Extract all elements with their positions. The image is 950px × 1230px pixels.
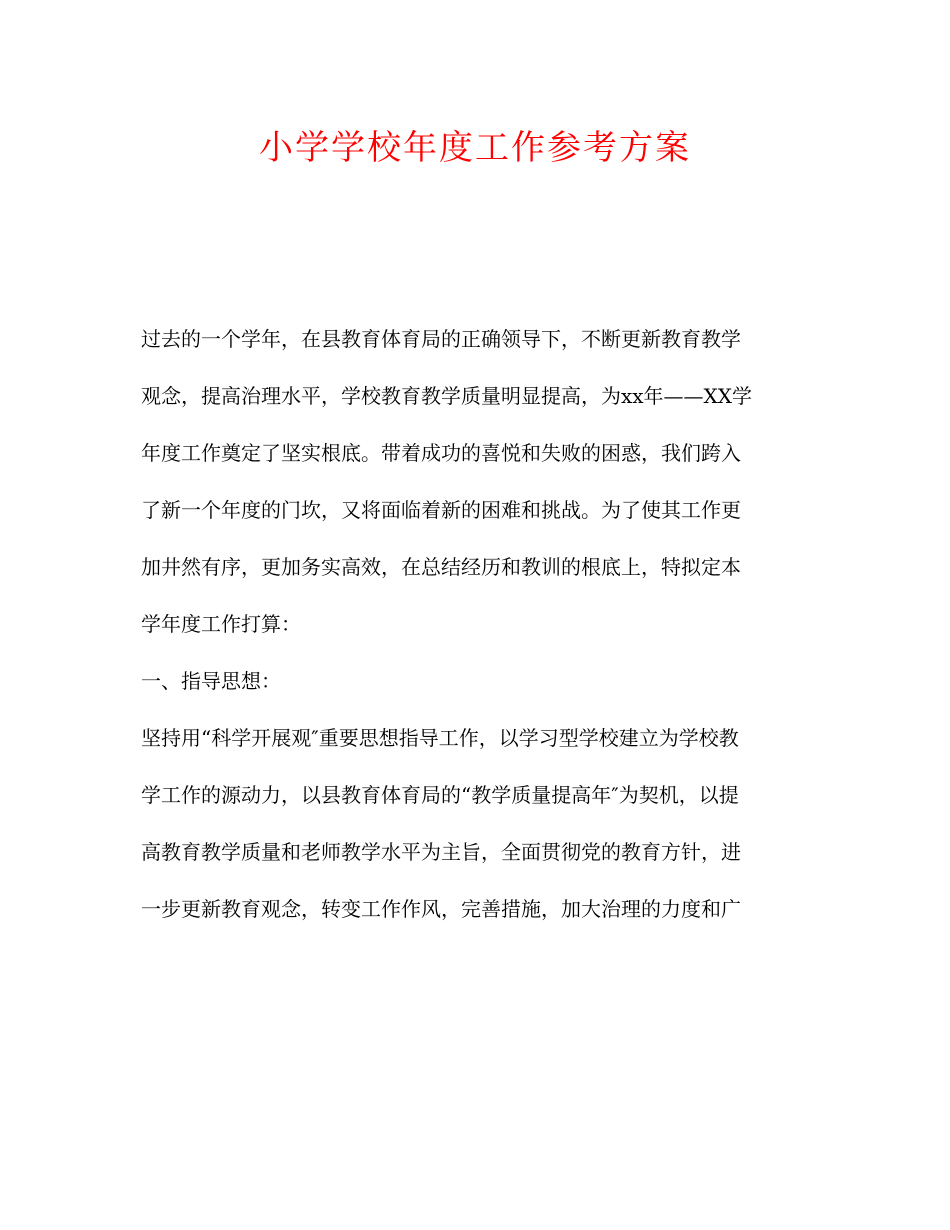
document-title: 小学学校年度工作参考方案 [259, 128, 691, 168]
text-line: 一步更新教育观念，转变工作作风，完善措施，加大治理的力度和广 [141, 897, 741, 921]
text-line: 学年度工作打算： [141, 612, 301, 636]
text-line: 了新一个年度的门坎，又将面临着新的困难和挑战。为了使其工作更 [141, 498, 741, 522]
text-line: 过去的一个学年，在县教育体育局的正确领导下，不断更新教育教学 [141, 327, 741, 351]
text-line: 坚持用“科学开展观″重要思想指导工作，以学习型学校建立为学校教 [141, 726, 739, 750]
text-line: 观念，提高治理水平，学校教育教学质量明显提高，为xx年——XX学 [141, 384, 753, 408]
text-line: 加井然有序，更加务实高效，在总结经历和教训的根底上，特拟定本 [141, 555, 741, 579]
text-line: 年度工作奠定了坚实根底。带着成功的喜悦和失败的困惑，我们跨入 [141, 441, 741, 465]
document-body [141, 311, 821, 938]
text-line: 学工作的源动力，以县教育体育局的“教学质量提高年″为契机，以提 [141, 783, 739, 807]
text-line: 高教育教学质量和老师教学水平为主旨，全面贯彻党的教育方针，进 [141, 840, 741, 864]
section-heading: 一、指导思想： [141, 669, 281, 693]
